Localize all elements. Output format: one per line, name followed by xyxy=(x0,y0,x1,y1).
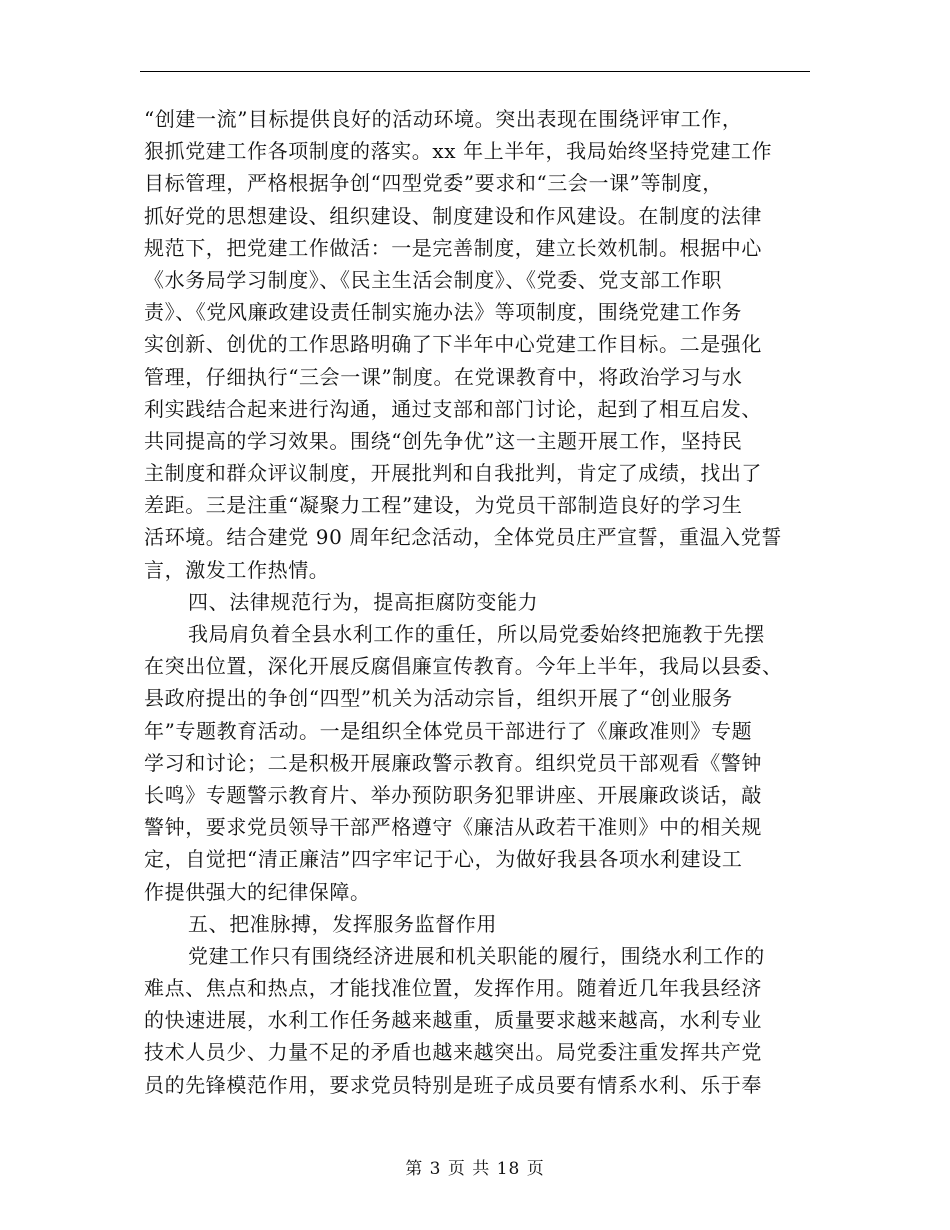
text-line: 长鸣》专题警示教育片、举办预防职务犯罪讲座、开展廉政谈话，敲 xyxy=(144,782,762,807)
section-heading: 五、把准脉搏，发挥服务监督作用 xyxy=(188,911,497,936)
text-line: 技术人员少、力量不足的矛盾也越来越突出。局党委注重发挥共产党 xyxy=(144,1040,762,1065)
text-line: 差距。三是注重“凝聚力工程”建设，为党员干部制造良好的学习生 xyxy=(144,493,743,518)
text-line: 主制度和群众评议制度，开展批判和自我批判，肯定了成绩，找出了 xyxy=(144,461,762,486)
text-line: 县政府提出的争创“四型”机关为活动宗旨，组织开展了“创业服务 xyxy=(144,686,733,711)
text-line: 学习和讨论；二是积极开展廉政警示教育。组织党员干部观看《警钟 xyxy=(144,750,762,775)
page-footer: 第 3 页 共 18 页 xyxy=(405,1159,545,1179)
text-line: 规范下，把党建工作做活：一是完善制度，建立长效机制。根据中心 xyxy=(144,235,762,260)
text-line: 利实践结合起来进行沟通，通过支部和部门讨论，起到了相互启发、 xyxy=(144,396,762,421)
text-line: 警钟，要求党员领导干部严格遵守《廉洁从政若干准则》中的相关规 xyxy=(144,815,762,840)
text-line: 年”专题教育活动。一是组织全体党员干部进行了《廉政准则》专题 xyxy=(144,718,753,743)
text-line: 活环境。结合建党 90 周年纪念活动，全体党员庄严宣誓，重温入党誓 xyxy=(144,525,782,550)
text-line: 作提供强大的纪律保障。 xyxy=(144,879,371,904)
document-body xyxy=(144,103,814,1101)
text-line: 定，自觉把“清正廉洁”四字牢记于心，为做好我县各项水利建设工 xyxy=(144,847,743,872)
paragraph-start-line: 我局肩负着全县水利工作的重任，所以局党委始终把施教于先摆 xyxy=(188,622,765,646)
text-line: 责》、《党风廉政建设责任制实施办法》等项制度，围绕党建工作务 xyxy=(144,300,742,325)
text-line: 员的先锋模范作用，要求党员特别是班子成员要有情系水利、乐于奉 xyxy=(144,1072,762,1097)
text-line: “创建一流”目标提供良好的活动环境。突出表现在围绕评审工作， xyxy=(144,107,743,131)
text-line: 共同提高的学习效果。围绕“创先争优”这一主题开展工作，坚持民 xyxy=(144,428,743,453)
text-line: 实创新、创优的工作思路明确了下半年中心党建工作目标。二是强化 xyxy=(144,332,762,357)
text-line: 难点、焦点和热点，才能找准位置，发挥作用。随着近几年我县经济 xyxy=(144,976,762,1001)
text-line: 言，激发工作热情。 xyxy=(144,557,330,582)
text-line: 《水务局学习制度》、《民主生活会制度》、《党委、党支部工作职 xyxy=(144,267,722,292)
section-heading: 四、法律规范行为，提高拒腐防变能力 xyxy=(188,589,539,614)
text-line: 抓好党的思想建设、组织建设、制度建设和作风建设。在制度的法律 xyxy=(144,203,762,228)
text-line: 的快速进展，水利工作任务越来越重，质量要求越来越高，水利专业 xyxy=(144,1008,762,1033)
text-line: 管理，仔细执行“三会一课”制度。在党课教育中，将政治学习与水 xyxy=(144,364,743,389)
text-line: 目标管理，严格根据争创“四型党委”要求和“三会一课”等制度， xyxy=(144,171,723,196)
paragraph-start-line: 党建工作只有围绕经济进展和机关职能的履行，围绕水利工作的 xyxy=(188,943,765,968)
text-line: 狠抓党建工作各项制度的落实。xx 年上半年，我局始终坚持党建工作 xyxy=(144,139,773,164)
text-line: 在突出位置，深化开展反腐倡廉宣传教育。今年上半年，我局以县委、 xyxy=(144,654,783,679)
header-rule xyxy=(140,71,810,72)
